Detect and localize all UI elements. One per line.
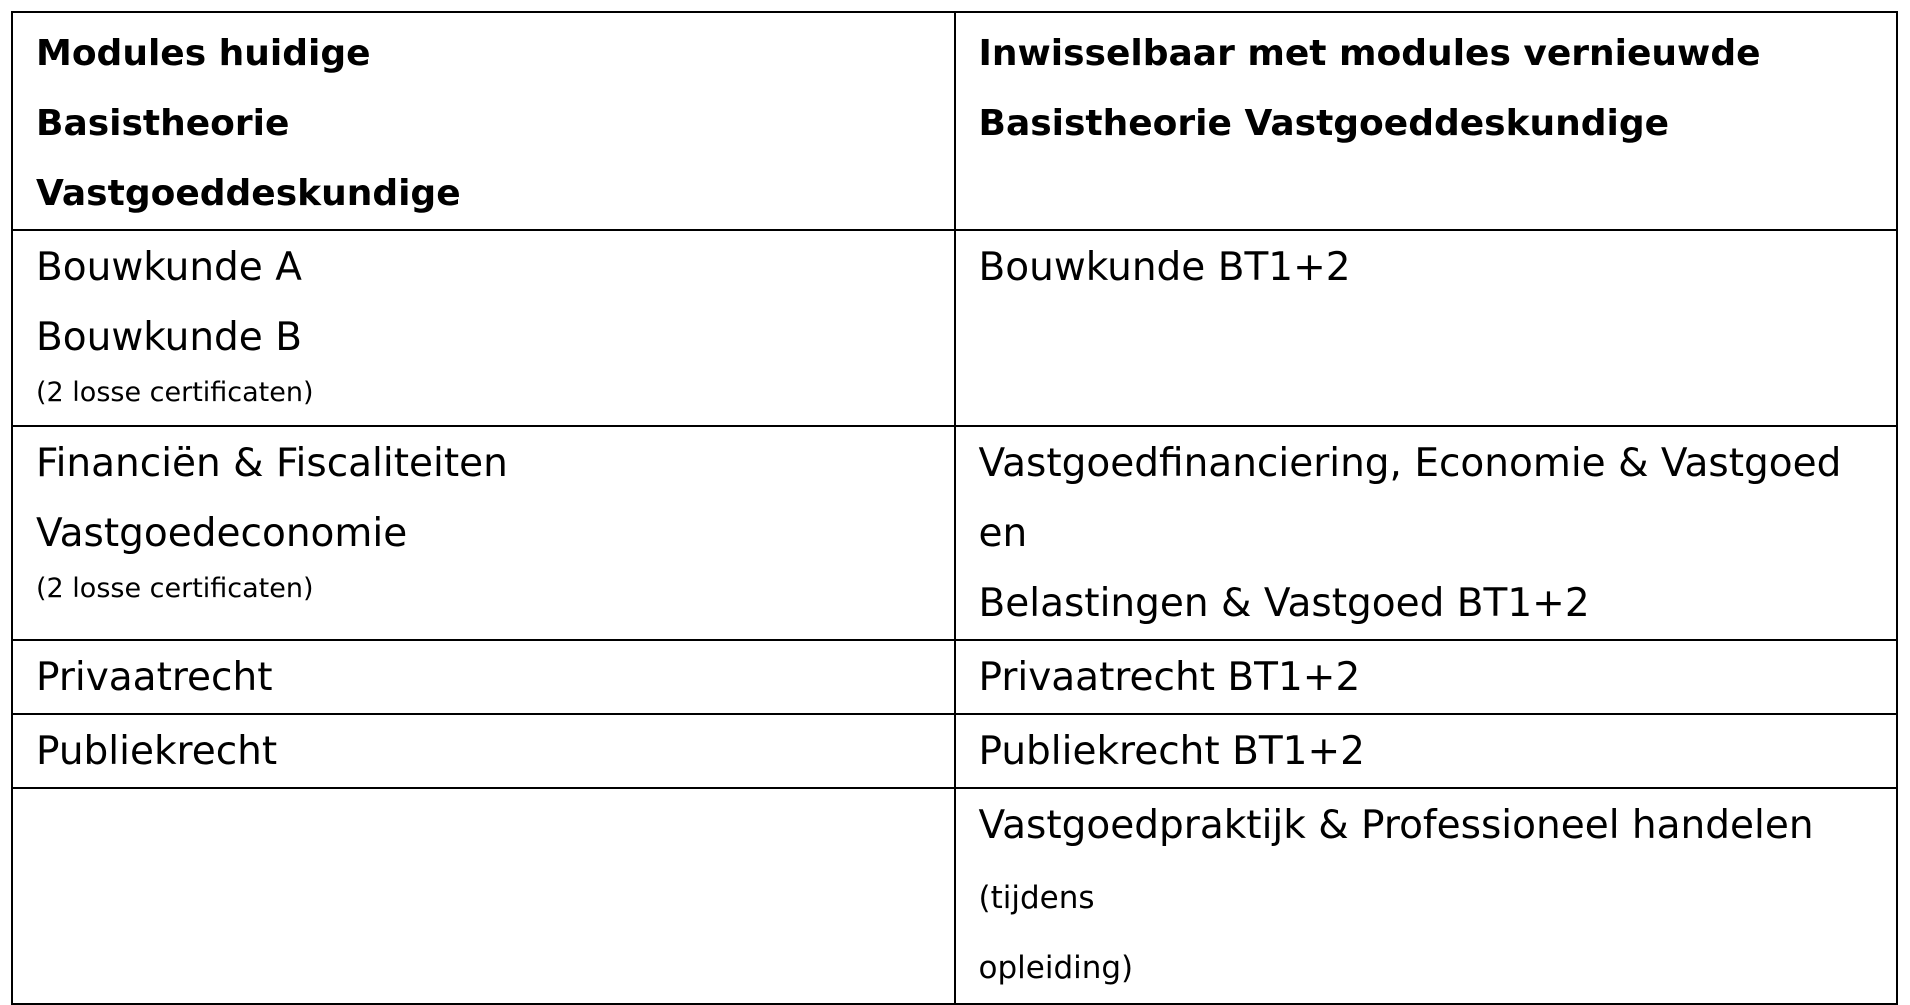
table-row bbox=[12, 714, 1897, 788]
new-module-cell bbox=[955, 230, 1898, 426]
header-new-modules bbox=[955, 12, 1898, 230]
module-name: Bouwkunde B bbox=[36, 315, 302, 360]
module-name: Vastgoedeconomie bbox=[36, 511, 408, 556]
certificate-note: (2 losse certificaten) bbox=[36, 573, 314, 604]
table-row bbox=[12, 640, 1897, 714]
header-col1-line: Modules huidige bbox=[36, 33, 371, 74]
table-row bbox=[12, 230, 1897, 426]
new-module-cell bbox=[955, 640, 1898, 714]
header-current-modules bbox=[12, 12, 955, 230]
new-module-cell bbox=[955, 714, 1898, 788]
table-row bbox=[12, 426, 1897, 640]
module-name: Vastgoedpraktijk & Professioneel handelen bbox=[978, 803, 1814, 848]
module-note: (tijdens bbox=[978, 880, 1095, 916]
module-name: Bouwkunde A bbox=[36, 245, 302, 290]
table-header-row bbox=[12, 12, 1897, 230]
module-name: Belastingen & Vastgoed BT1+2 bbox=[978, 581, 1590, 626]
module-equivalence-table bbox=[11, 11, 1898, 1005]
current-module-cell-empty bbox=[12, 788, 955, 1004]
module-note: opleiding) bbox=[978, 950, 1134, 986]
header-col1-line: Basistheorie bbox=[36, 103, 290, 144]
module-name: Privaatrecht bbox=[36, 655, 273, 700]
current-module-cell bbox=[12, 640, 955, 714]
header-col2-line: Inwisselbaar met modules vernieuwde bbox=[978, 33, 1761, 74]
certificate-note: (2 losse certificaten) bbox=[36, 377, 314, 408]
module-name: Vastgoedfinanciering, Economie & Vastgoed en bbox=[978, 441, 1842, 556]
current-module-cell bbox=[12, 230, 955, 426]
module-name-with-note bbox=[979, 791, 1897, 933]
header-col2-line: Basistheorie Vastgoeddeskundige bbox=[978, 103, 1670, 144]
current-module-cell bbox=[12, 426, 955, 640]
module-name: Publiekrecht bbox=[36, 729, 278, 774]
header-col1-line: Vastgoeddeskundige bbox=[36, 173, 461, 214]
module-name: Financiën & Fiscaliteiten bbox=[36, 441, 508, 486]
new-module-cell bbox=[955, 426, 1898, 640]
new-module-cell bbox=[955, 788, 1898, 1004]
table-row bbox=[12, 788, 1897, 1004]
module-name: Bouwkunde BT1+2 bbox=[978, 245, 1351, 290]
module-name: Privaatrecht BT1+2 bbox=[978, 655, 1361, 700]
current-module-cell bbox=[12, 714, 955, 788]
module-name: Publiekrecht BT1+2 bbox=[978, 729, 1365, 774]
